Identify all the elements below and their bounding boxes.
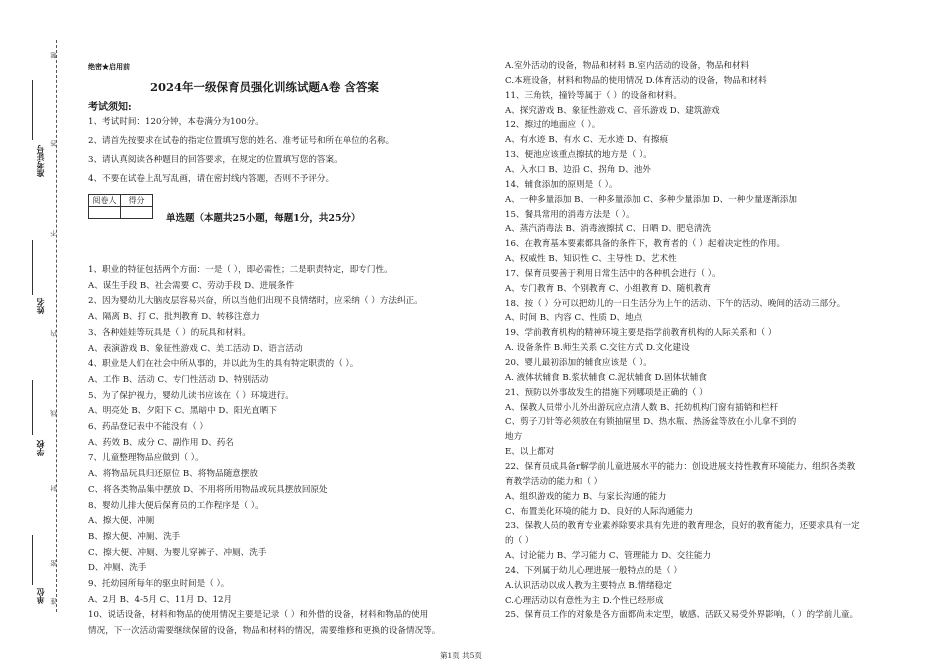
score-header: 得分 bbox=[121, 195, 153, 207]
name-line bbox=[32, 240, 33, 295]
notice-item: 2、请首先按要求在试卷的指定位置填写您的姓名、准考证号和所在单位的名称。 bbox=[88, 136, 395, 146]
question-line: 25、保育员工作的对象是各方面都尚未定型，敏感、活跃又易受外界影响，（ ）的学前儿童。 bbox=[505, 610, 859, 621]
seal-line bbox=[56, 40, 57, 612]
page-title: 2024年一级保育员强化训练试题A卷 含答案 bbox=[150, 80, 379, 94]
question-line: A、谋生手段 B、社会需要 C、劳动手段 D、进展条件 bbox=[88, 280, 295, 291]
question-line: 21、预防以外事故发生的措施下列哪项是正确的（ ） bbox=[505, 387, 708, 398]
binding-margin bbox=[0, 0, 68, 671]
question-line: 18、按（ ）分可以把幼儿的一日生活分为上午的活动、下午的活动、晚间的活动三部分。 bbox=[505, 298, 846, 309]
question-line: A、专门教育 B、个别教育 C、小组教育 D、随机教育 bbox=[505, 283, 712, 294]
question-line: A. 液体状辅食 B.浆状辅食 C.泥状辅食 D.固体状辅食 bbox=[505, 372, 707, 383]
question-line: A、擦大便、冲厕 bbox=[88, 516, 155, 527]
seal-char: 密 bbox=[50, 560, 58, 567]
question-line: C、擦大便、冲厕、为婴儿穿裤子、冲厕、洗手 bbox=[88, 547, 267, 558]
question-line: D、冲厕、洗手 bbox=[88, 563, 147, 574]
question-line: 11、三角铁，撞铃等属于（ ）的设备和材料。 bbox=[505, 90, 682, 101]
score-table bbox=[88, 194, 153, 219]
seal-char: 题 bbox=[50, 52, 58, 59]
question-line: 23、保教人员的教育专业素养除要求具有先进的教育理念，良好的教育能力，还要求具有一定 bbox=[505, 521, 860, 532]
question-line: 育教学活动的能力和（ ） bbox=[505, 476, 603, 487]
seal-char: 内 bbox=[50, 330, 58, 337]
question-line: 的（ ） bbox=[505, 536, 534, 547]
seal-char: 准 bbox=[50, 598, 58, 605]
question-line: A、明亮处 B、夕阳下 C、黑暗中 D、阳光直晒下 bbox=[88, 406, 277, 417]
question-line: 5、为了保护视力，婴幼儿读书应该在（ ）环境进行。 bbox=[88, 390, 294, 401]
notice-item: 1、考试时间：120分钟，本卷满分为100分。 bbox=[88, 117, 264, 127]
question-line: A、时间 B、内容 C、性质 D、地点 bbox=[505, 313, 643, 324]
question-line: 19、学前教育机构的精神环境主要是指学前教育机构的人际关系和（ ） bbox=[505, 328, 777, 339]
question-line: A、入水口 B、边沿 C、拐角 D、池外 bbox=[505, 164, 651, 175]
question-line: A、保教人员带小儿外出游玩应点清人数 B、托幼机构门窗有插销和栏杆 bbox=[505, 402, 779, 413]
question-line: 8、婴幼儿排大便后保育员的工作程序是（ ）。 bbox=[88, 500, 264, 511]
question-line: C.心理活动以有意性为主 D.个性已经形成 bbox=[505, 595, 664, 606]
question-line: B、擦大便、冲厕、洗手 bbox=[88, 531, 181, 542]
question-line: 9、托幼园所每年的驱虫时间是（ ）。 bbox=[88, 579, 230, 589]
seal-char: 线 bbox=[50, 410, 58, 417]
question-line: 4、职业是人们在社会中所从事的，并以此为生的具有特定职责的（ ）。 bbox=[88, 359, 359, 370]
question-line: C、将各类物品集中摆放 D、不用将所用物品或玩具摆放回原处 bbox=[88, 484, 328, 495]
question-line: C.本班设备，材料和物品的使用情况 D.体育活动的设备，物品和材料 bbox=[505, 75, 767, 86]
seal-char: 封 bbox=[50, 485, 58, 492]
notice-heading: 考试须知: bbox=[88, 102, 132, 113]
question-line: A、权威性 B、知识性 C、主导性 D、艺术性 bbox=[505, 254, 677, 265]
unit-label: 单位 bbox=[35, 588, 45, 604]
question-line: A. 设备条件 B.师生关系 C.交往方式 D.文化建设 bbox=[505, 343, 690, 354]
question-line: C、剪子刀针等必须放在有锁抽屉里 D、热水瓶、热汤盆等放在小儿拿不到的 bbox=[505, 417, 797, 428]
grader-cell[interactable] bbox=[89, 207, 121, 219]
exam-number-line bbox=[32, 80, 33, 140]
question-line: A、将物品玩具归还原位 B、将物品随意摆放 bbox=[88, 469, 258, 480]
question-line: 13、便池应该重点擦拭的地方是（ ）。 bbox=[505, 150, 652, 161]
question-line: A、有水迹 B、有水 C、无水迹 D、有擦痕 bbox=[505, 135, 669, 146]
notice-item: 4、不要在试卷上乱写乱画，请在密封线内答题，否则不予评分。 bbox=[88, 174, 335, 184]
school-line bbox=[32, 380, 33, 435]
question-line: 1、职业的特征包括两个方面：一是（ ），即必需性；二是职责特定，即专门性。 bbox=[88, 265, 393, 275]
question-line: A.室外活动的设备，物品和材料 B.室内活动的设备，物品和材料 bbox=[505, 61, 750, 71]
question-line: A、讨论能力 B、学习能力 C、管理能力 D、交往能力 bbox=[505, 551, 712, 562]
question-line: 6、药品登记表中不能没有（ ） bbox=[88, 422, 208, 432]
question-line: 2、因为婴幼儿大脑皮层容易兴奋，所以当他们出现不良情绪时，应采纳（ ）方法纠正。 bbox=[88, 296, 423, 307]
seal-char: 不 bbox=[50, 230, 58, 237]
seal-char: 答 bbox=[50, 140, 58, 147]
name-label: 姓名 bbox=[35, 298, 45, 314]
question-line: C、布置美化环境的能力 D、良好的人际沟通能力 bbox=[505, 506, 694, 517]
secret-label: 绝密★启用前 bbox=[88, 62, 130, 71]
question-line: A、工作 B、活动 C、专门性活动 D、特别活动 bbox=[88, 374, 269, 385]
question-line: A、一种多量添加 B、一种多量添加 C、多种少量添加 D、一种少量逐渐添加 bbox=[505, 194, 797, 205]
grader-header: 阅卷人 bbox=[89, 195, 121, 207]
question-line: 15、餐具常用的消毒方法是（ ）。 bbox=[505, 209, 635, 220]
unit-line bbox=[32, 535, 33, 585]
question-line: 地方 bbox=[505, 432, 523, 443]
question-line: A、隔离 B、打 C、批判教育 D、转移注意力 bbox=[88, 312, 260, 323]
score-cell[interactable] bbox=[121, 207, 153, 219]
question-line: 7、儿童整理物品应做到（ ）。 bbox=[88, 453, 204, 464]
school-label: 学校 bbox=[35, 440, 45, 456]
question-line: A、蒸汽消毒法 B、消毒液擦拭 C、日晒 D、肥皂清洗 bbox=[505, 224, 712, 235]
question-line: A、2月 B、4-5月 C、11月 D、12月 bbox=[88, 594, 233, 605]
question-line: A、组织游戏的能力 B、与家长沟通的能力 bbox=[505, 491, 667, 502]
question-line: 3、各种娃娃等玩具是（ ）的玩具和材料。 bbox=[88, 327, 251, 338]
question-line: 12、擦过的地面应（ ）。 bbox=[505, 120, 601, 131]
notice-item: 3、请认真阅读各种题目的回答要求，在规定的位置填写您的答案。 bbox=[88, 155, 343, 165]
question-line: 16、在教育基本要素都具备的条件下，教育者的（ ）起着决定性的作用。 bbox=[505, 239, 786, 250]
question-line: A、药效 B、成分 C、副作用 D、药名 bbox=[88, 437, 234, 448]
question-line: 20、婴儿最初添加的辅食应该是（ ）。 bbox=[505, 358, 652, 368]
question-line: E、以上都对 bbox=[505, 447, 555, 458]
question-line: 22、保育员成具备r解学前儿童进展水平的能力：创设进展支持性教育环境能力、组织各类教 bbox=[505, 461, 856, 472]
question-line: A、探究游戏 B、象征性游戏 C、音乐游戏 D、建筑游戏 bbox=[505, 105, 720, 116]
exam-number-label: 准考证号 bbox=[35, 145, 45, 177]
question-line: A.认识活动以成人教为主要特点 B.情绪稳定 bbox=[505, 580, 672, 591]
question-line: 情况，下一次活动需要继续保留的设备，物品和材料的情况，需要维修和更换的设备情况等。 bbox=[88, 626, 441, 637]
question-line: 10、说话设备，材料和物品的使用情况主要是记录（ ）和外借的设备，材料和物品的使用 bbox=[88, 610, 429, 621]
question-line: 17、保育员要善于利用日常生活中的各种机会进行（ ）。 bbox=[505, 268, 721, 279]
question-line: A、表演游戏 B、象征性游戏 C、美工活动 D、语言活动 bbox=[88, 343, 303, 354]
question-line: 24、下列属于幼儿心理进展一般特点的是（ ） bbox=[505, 565, 682, 576]
question-line: 14、辅食添加的原则是（ ）。 bbox=[505, 179, 618, 190]
section-heading: 单选题（本题共25小题，每题1分，共25分） bbox=[166, 213, 361, 224]
page-footer: 第1页 共5页 bbox=[440, 651, 482, 660]
